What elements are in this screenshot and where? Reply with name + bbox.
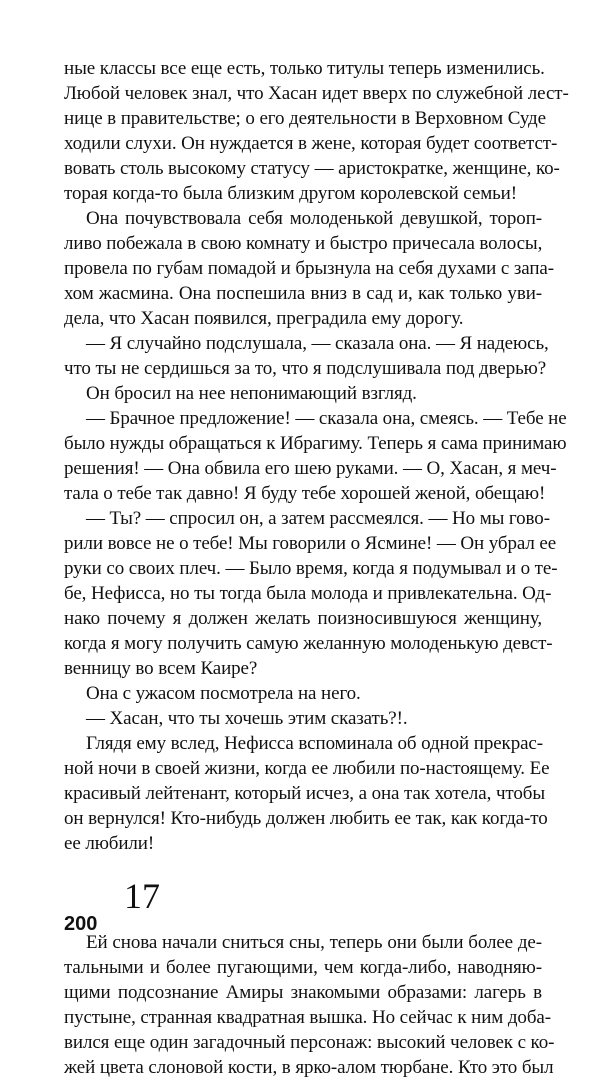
text-line: тальными и более пугающими, чем когда-либо, наводняю- <box>64 957 542 978</box>
text-line: Она почувствовала себя молоденькой девушкой, тороп- <box>86 208 542 229</box>
text-line: торая когда-то была близким другом королевской семьи! <box>64 183 517 204</box>
text-line: Любой человек знал, что Хасан идет вверх по служебной лест- <box>64 83 569 104</box>
text-line: ходили слухи. Он нуждается в жене, которая будет соответст- <box>64 133 558 154</box>
text-line: руки со своих плеч. — Было время, когда я подумывал и о те- <box>64 558 558 579</box>
text-line: он вернулся! Кто-нибудь должен любить ее так, как когда-то <box>64 808 548 829</box>
text-line: щими подсознание Амиры знакомыми образами: лагерь в <box>64 982 542 1003</box>
text-line: Ей снова начали сниться сны, теперь они были более де- <box>86 932 542 953</box>
text-line: вовать столь высокому статусу — аристократке, женщине, ко- <box>64 158 560 179</box>
text-line: — Брачное предложение! — сказала она, смеясь. — Тебе не <box>86 408 567 429</box>
text-line: — Ты? — спросил он, а затем рассмеялся. — Но мы гово- <box>86 508 550 529</box>
text-line: ливо побежала в свою комнату и быстро причесала волосы, <box>64 233 543 254</box>
text-line: ной ночи в своей жизни, когда ее любили по-настоящему. Ее <box>64 758 550 779</box>
text-line: Она с ужасом посмотрела на него. <box>86 683 361 704</box>
text-line: пустыне, странная квадратная вышка. Но сейчас к ним доба- <box>64 1007 551 1028</box>
text-line: когда я могу получить самую желанную молоденькую девст- <box>64 633 553 654</box>
text-line: — Хасан, что ты хочешь этим сказать?!. <box>86 708 408 729</box>
text-line: красивый лейтенант, который исчез, а она так хотела, чтобы <box>64 783 545 804</box>
text-line: дела, что Хасан появился, преградила ему дорогу. <box>64 308 464 329</box>
page-number: 200 <box>64 913 98 935</box>
text-line: хом жасмина. Она поспешила вниз в сад и, как только уви- <box>64 283 542 304</box>
text-line: — Я случайно подслушала, — сказала она. — Я надеюсь, <box>86 333 549 354</box>
text-line: Глядя ему вслед, Нефисса вспоминала об одной прекрас- <box>86 733 543 754</box>
text-line: было нужды обращаться к Ибрагиму. Теперь я сама принимаю <box>64 433 567 454</box>
book-page <box>64 56 569 1080</box>
text-block-after-chapter <box>64 930 555 1080</box>
text-line: венницу во всем Каире? <box>64 658 258 679</box>
text-line: решения! — Она обвила его шею руками. — О, Хасан, я меч- <box>64 458 557 479</box>
text-line: тала о тебе так давно! Я буду тебе хорошей женой, обещаю! <box>64 483 546 504</box>
text-block-before-chapter <box>64 56 569 856</box>
text-line: рили вовсе не о тебе! Мы говорили о Ясмине! — Он убрал ее <box>64 533 557 554</box>
text-line: ее любили! <box>64 833 155 854</box>
text-line: провела по губам помадой и брызнула на себя духами с запа- <box>64 258 554 279</box>
text-line: что ты не сердишься за то, что я подслушивала под дверью? <box>64 358 547 379</box>
text-line: бе, Нефисса, но ты тогда была молода и привлекательна. Од- <box>64 583 552 604</box>
text-line: ные классы все еще есть, только титулы теперь изменились. <box>64 58 545 79</box>
text-line: нако почему я должен желать поизносившуюся женщину, <box>64 608 542 629</box>
text-line: вился еще один загадочный персонаж: высокий человек с ко- <box>64 1032 555 1053</box>
chapter-heading: 17 <box>124 876 160 916</box>
text-line: жей цвета слоновой кости, в ярко-алом тюрбане. Кто это был <box>64 1057 554 1078</box>
text-line: Он бросил на нее непонимающий взгляд. <box>86 383 417 404</box>
text-line: нице в правительстве; о его деятельности в Верховном Суде <box>64 108 546 129</box>
